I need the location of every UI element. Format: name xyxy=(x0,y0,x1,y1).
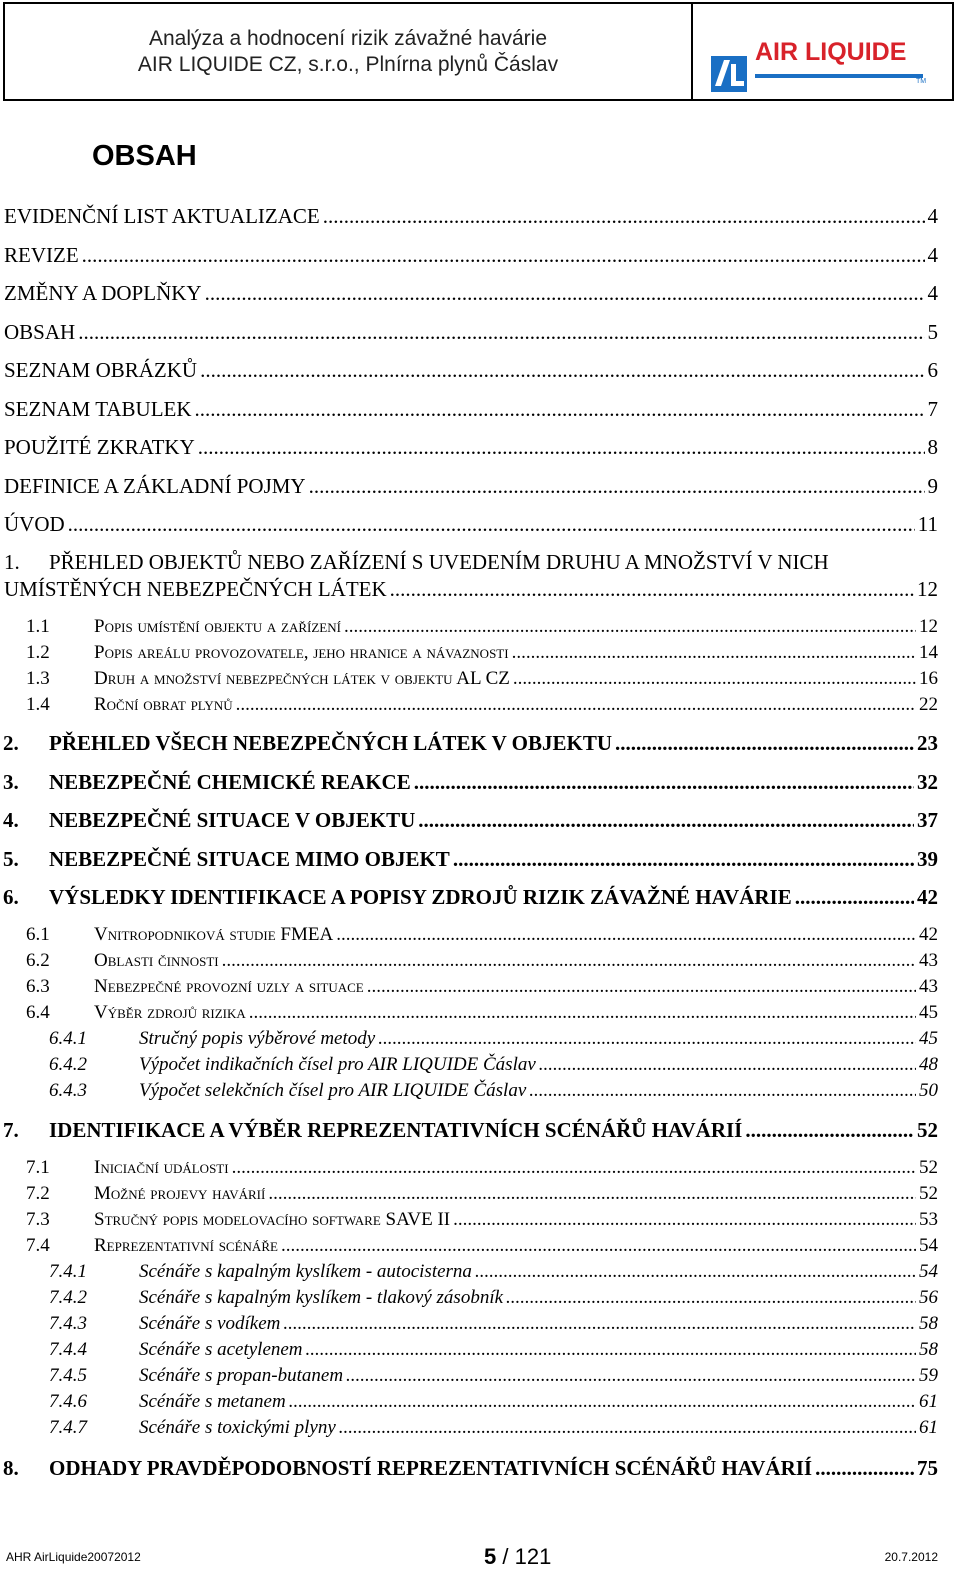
toc-entry[interactable] xyxy=(4,435,938,460)
toc-entry[interactable] xyxy=(0,1365,938,1387)
toc-page: 48 xyxy=(919,1054,938,1075)
toc-label: Vnitropodniková studie FMEA xyxy=(94,924,334,945)
toc-number: 2. xyxy=(3,731,19,755)
toc-entry-wrapped-first-line[interactable] xyxy=(4,550,829,575)
toc-label: SEZNAM OBRÁZKŮ xyxy=(4,358,198,382)
toc-page: 58 xyxy=(919,1313,938,1334)
toc-label: Scénáře s kapalným kyslíkem - tlakový zásobník xyxy=(139,1287,504,1308)
toc-page: 16 xyxy=(919,668,938,689)
footer-document-id: AHR AirLiquide20072012 xyxy=(6,1550,141,1564)
toc-page: 37 xyxy=(917,808,938,832)
toc-page: 5 xyxy=(927,320,938,344)
toc-entry[interactable] xyxy=(4,243,938,268)
toc-number: 7.4.3 xyxy=(49,1313,87,1334)
toc-label: ÚVOD xyxy=(4,512,65,536)
toc-page: 23 xyxy=(917,731,938,755)
toc-entry[interactable] xyxy=(0,1313,938,1335)
toc-number: 6.2 xyxy=(26,950,50,971)
toc-number: 6.4.3 xyxy=(49,1080,87,1101)
toc-label: SEZNAM TABULEK xyxy=(4,397,192,421)
toc-page: 53 xyxy=(919,1209,938,1230)
toc-entry[interactable] xyxy=(4,577,938,602)
toc-label: OBSAH xyxy=(4,320,76,344)
header-logo-block xyxy=(693,4,952,99)
toc-page: 52 xyxy=(919,1183,938,1204)
toc-entry[interactable] xyxy=(4,320,938,345)
toc-entry[interactable] xyxy=(0,885,938,910)
toc-page: 58 xyxy=(919,1339,938,1360)
toc-number: 1.2 xyxy=(26,642,50,663)
toc-entry[interactable] xyxy=(0,1157,938,1179)
toc-entry[interactable] xyxy=(0,1028,938,1050)
toc-entry[interactable] xyxy=(0,1054,938,1076)
toc-number: 7.4 xyxy=(26,1235,50,1256)
toc-number: 7.4.2 xyxy=(49,1287,87,1308)
logo-rule xyxy=(755,74,923,78)
toc-page: 11 xyxy=(917,512,938,536)
toc-number: 6.3 xyxy=(26,976,50,997)
toc-number: 7.3 xyxy=(26,1209,50,1230)
toc-page: 8 xyxy=(927,435,938,459)
logo-trademark: TM xyxy=(916,78,927,85)
toc-number: 7.4.4 xyxy=(49,1339,87,1360)
toc-page: 14 xyxy=(919,642,938,663)
toc-page: 39 xyxy=(917,847,938,871)
toc-page: 54 xyxy=(919,1235,938,1256)
toc-entry[interactable] xyxy=(4,204,938,229)
header-line-2: AIR LIQUIDE CZ, s.r.o., Plnírna plynů Čáslav xyxy=(137,52,559,76)
toc-number: 6.1 xyxy=(26,924,50,945)
toc-label: Scénáře s toxickými plyny xyxy=(139,1417,336,1438)
toc-entry[interactable] xyxy=(0,770,938,795)
toc-label: Popis areálu provozovatele, jeho hranice a návaznosti xyxy=(94,642,509,663)
toc-page: 45 xyxy=(919,1002,938,1023)
toc-entry[interactable] xyxy=(0,1118,938,1143)
toc-number: 7.4.7 xyxy=(49,1417,87,1438)
toc-page: 9 xyxy=(927,474,938,498)
toc-label: Výpočet indikačních čísel pro AIR LIQUIDE Čáslav xyxy=(139,1054,536,1075)
toc-page: 52 xyxy=(919,1157,938,1178)
air-liquide-logo xyxy=(711,30,927,96)
toc-label: Reprezentativní scénáře xyxy=(94,1235,278,1256)
toc-label: ODHADY PRAVDĚPODOBNOSTÍ REPREZENTATIVNÍCH SCÉNÁŘŮ HAVÁRIÍ xyxy=(49,1456,813,1480)
toc-label: VÝSLEDKY IDENTIFIKACE A POPISY ZDROJŮ RIZIK ZÁVAŽNÉ HAVÁRIE xyxy=(49,885,792,909)
page-current: 5 xyxy=(484,1544,497,1569)
toc-page: 12 xyxy=(917,577,938,601)
toc-page: 6 xyxy=(927,358,938,382)
toc-page: 43 xyxy=(919,976,938,997)
toc-page: 61 xyxy=(919,1391,938,1412)
toc-entry[interactable] xyxy=(0,847,938,872)
toc-number: 1.4 xyxy=(26,694,50,715)
toc-number: 4. xyxy=(3,808,19,832)
toc-entry[interactable] xyxy=(4,397,938,422)
toc-page: 59 xyxy=(919,1365,938,1386)
toc-entry[interactable] xyxy=(0,1209,938,1231)
toc-label: EVIDENČNÍ LIST AKTUALIZACE xyxy=(4,204,320,228)
toc-label: PŘEHLED VŠECH NEBEZPEČNÝCH LÁTEK V OBJEKTU xyxy=(49,731,613,755)
toc-page: 42 xyxy=(917,885,938,909)
toc-label: Nebezpečné provozní uzly a situace xyxy=(94,976,364,997)
toc-label: Scénáře s kapalným kyslíkem - autocisterna xyxy=(139,1261,472,1282)
toc-label: UMÍSTĚNÝCH NEBEZPEČNÝCH LÁTEK xyxy=(4,577,387,601)
page-header xyxy=(3,2,954,101)
toc-page: 56 xyxy=(919,1287,938,1308)
toc-number: 6.4 xyxy=(26,1002,50,1023)
toc-entry[interactable] xyxy=(0,1417,938,1439)
toc-entry[interactable] xyxy=(0,950,938,972)
toc-entry[interactable] xyxy=(0,924,938,946)
toc-label: NEBEZPEČNÉ SITUACE MIMO OBJEKT xyxy=(49,847,450,871)
toc-entry[interactable] xyxy=(0,808,938,833)
toc-number: 7.4.1 xyxy=(49,1261,87,1282)
footer-date: 20.7.2012 xyxy=(884,1550,938,1564)
toc-label: Výběr zdrojů rizika xyxy=(94,1002,246,1023)
toc-entry[interactable] xyxy=(0,668,938,690)
toc-number: 8. xyxy=(3,1456,19,1480)
toc-label: Scénáře s metanem xyxy=(139,1391,286,1412)
toc-entry[interactable] xyxy=(0,1287,938,1309)
toc-number: 5. xyxy=(3,847,19,871)
toc-number: 3. xyxy=(3,770,19,794)
toc-label: Scénáře s acetylenem xyxy=(139,1339,303,1360)
toc-label: IDENTIFIKACE A VÝBĚR REPREZENTATIVNÍCH SCÉNÁŘŮ HAVÁRIÍ xyxy=(49,1118,743,1142)
page-footer xyxy=(0,1540,960,1571)
toc-entry[interactable] xyxy=(0,1391,938,1413)
toc-label: Stručný popis výběrové metody xyxy=(139,1028,376,1049)
toc-entry[interactable] xyxy=(4,512,938,537)
toc-entry[interactable] xyxy=(0,616,938,638)
toc-entry[interactable] xyxy=(0,1261,938,1283)
toc-number: 1.1 xyxy=(26,616,50,637)
page-title: OBSAH xyxy=(92,140,197,172)
toc-page: 54 xyxy=(919,1261,938,1282)
toc-page: 61 xyxy=(919,1417,938,1438)
toc-entry[interactable] xyxy=(0,642,938,664)
toc-entry[interactable] xyxy=(0,1456,938,1481)
toc-number: 7. xyxy=(3,1118,19,1142)
toc-page: 4 xyxy=(927,243,938,267)
toc-entry[interactable] xyxy=(0,731,938,756)
toc-page: 12 xyxy=(919,616,938,637)
page-separator: / xyxy=(496,1544,515,1569)
toc-label: Stručný popis modelovacího software SAVE II xyxy=(94,1209,451,1230)
toc-page: 7 xyxy=(927,397,938,421)
toc-label: NEBEZPEČNÉ SITUACE V OBJEKTU xyxy=(49,808,416,832)
toc-entry[interactable] xyxy=(0,1235,938,1257)
toc-number: 7.4.6 xyxy=(49,1391,87,1412)
toc-number: 7.4.5 xyxy=(49,1365,87,1386)
toc-label-line1: PŘEHLED OBJEKTŮ NEBO ZAŘÍZENÍ S UVEDENÍM DRUHU A MNOŽSTVÍ V NICH xyxy=(49,550,829,574)
toc-label: Výpočet selekčních čísel pro AIR LIQUIDE Čáslav xyxy=(139,1080,527,1101)
page-number xyxy=(484,1544,551,1570)
toc-entry[interactable] xyxy=(4,358,938,383)
toc-label: Možné projevy havárií xyxy=(94,1183,266,1204)
toc-page: 75 xyxy=(917,1456,938,1480)
toc-page: 42 xyxy=(919,924,938,945)
toc-page: 4 xyxy=(927,204,938,228)
toc-page: 43 xyxy=(919,950,938,971)
toc-label: Popis umístění objektu a zařízení xyxy=(94,616,341,637)
toc-number: 7.1 xyxy=(26,1157,50,1178)
toc-number: 7.2 xyxy=(26,1183,50,1204)
toc-page: 4 xyxy=(927,281,938,305)
toc-number: 1. xyxy=(4,550,20,574)
toc-page: 45 xyxy=(919,1028,938,1049)
toc-entry[interactable] xyxy=(4,474,938,499)
toc-entry[interactable] xyxy=(0,1002,938,1024)
toc-label: DEFINICE A ZÁKLADNÍ POJMY xyxy=(4,474,306,498)
toc-label: Scénáře s propan-butanem xyxy=(139,1365,344,1386)
toc-page: 50 xyxy=(919,1080,938,1101)
toc-number: 6. xyxy=(3,885,19,909)
toc-label: POUŽITÉ ZKRATKY xyxy=(4,435,195,459)
toc-entry[interactable] xyxy=(0,1080,938,1102)
toc-number: 1.3 xyxy=(26,668,50,689)
toc-label: ZMĚNY A DOPLŇKY xyxy=(4,281,202,305)
toc-entry[interactable] xyxy=(0,694,938,716)
air-liquide-logo-mark-icon xyxy=(711,56,747,92)
toc-entry[interactable] xyxy=(4,281,938,306)
logo-wordmark: AIR LIQUIDE xyxy=(755,38,907,66)
toc-entry[interactable] xyxy=(0,976,938,998)
header-title-block xyxy=(5,4,693,99)
toc-number: 6.4.1 xyxy=(49,1028,87,1049)
toc-entry[interactable] xyxy=(0,1339,938,1361)
toc-label: Oblasti činnosti xyxy=(94,950,219,971)
toc-entry[interactable] xyxy=(0,1183,938,1205)
toc-label: Roční obrat plynů xyxy=(94,694,233,715)
page-total: 121 xyxy=(514,1544,552,1569)
toc-label: Scénáře s vodíkem xyxy=(139,1313,281,1334)
toc-label: NEBEZPEČNÉ CHEMICKÉ REAKCE xyxy=(49,770,411,794)
toc-page: 52 xyxy=(917,1118,938,1142)
toc-number: 6.4.2 xyxy=(49,1054,87,1075)
header-line-1: Analýza a hodnocení rizik závažné havárie xyxy=(148,26,548,50)
toc-label: Iniciační události xyxy=(94,1157,229,1178)
toc-label: REVIZE xyxy=(4,243,79,267)
toc-label: Druh a množství nebezpečných látek v objektu AL CZ xyxy=(94,668,510,689)
toc-page: 22 xyxy=(919,694,938,715)
toc-page: 32 xyxy=(917,770,938,794)
